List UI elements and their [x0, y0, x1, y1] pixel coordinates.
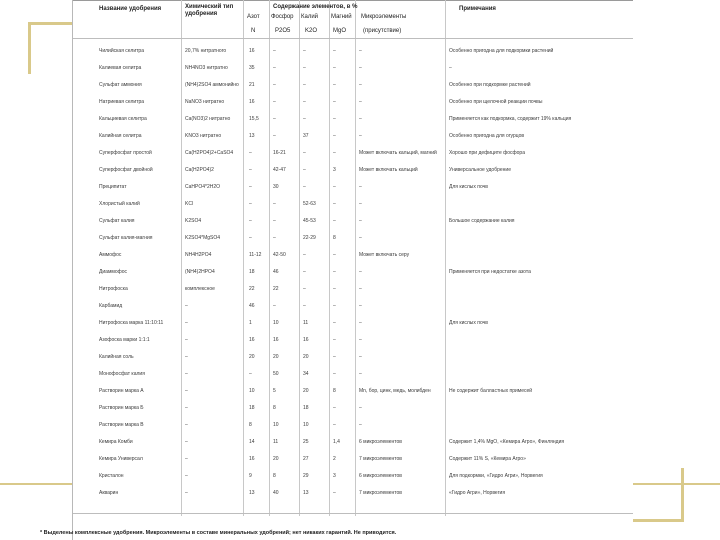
table-cell-chem: 20,7% нитратного: [185, 48, 227, 54]
corner-decoration: [681, 468, 684, 522]
table-cell-chem: (NH4)2HPO4: [185, 269, 215, 275]
table-cell-micro: –: [359, 303, 362, 309]
table-cell-n: 16: [249, 456, 255, 462]
table-cell-note: «Гидро Агри», Норвегия: [449, 490, 506, 496]
table-cell-k: 10: [303, 422, 309, 428]
table-cell-p: 30: [273, 184, 279, 190]
symbol-k: K2O: [305, 28, 318, 34]
table-cell-k: –: [303, 167, 306, 173]
table-cell-name: Диаммофос: [99, 269, 128, 275]
table-cell-name: Кемира Комби: [99, 439, 133, 445]
table-cell-n: –: [249, 235, 252, 241]
table-cell-k: –: [303, 150, 306, 156]
table-cell-name: Хлористый калий: [99, 201, 140, 207]
table-cell-p: –: [273, 116, 276, 122]
table-cell-name: Сульфат аммония: [99, 82, 142, 88]
table-cell-name: Кристалон: [99, 473, 124, 479]
table-cell-name: Аммофос: [99, 252, 122, 258]
table-cell-n: 16: [249, 48, 255, 54]
table-cell-mg: –: [333, 48, 336, 54]
table-cell-mg: –: [333, 303, 336, 309]
table-cell-mg: 8: [333, 388, 336, 394]
table-cell-mg: –: [333, 490, 336, 496]
table-cell-mg: 8: [333, 235, 336, 241]
table-cell-chem: (NH4)2SO4 аммонийно: [185, 82, 239, 88]
table-cell-k: 37: [303, 133, 309, 139]
table-cell-note: Для кислых почв: [449, 320, 488, 326]
table-cell-name: Кальциевая селитра: [99, 116, 147, 122]
table-cell-k: 29: [303, 473, 309, 479]
table-cell-mg: –: [333, 286, 336, 292]
table-cell-micro: –: [359, 65, 362, 71]
table-cell-k: –: [303, 303, 306, 309]
table-cell-n: 11-12: [249, 252, 262, 258]
table-cell-n: 8: [249, 422, 252, 428]
column-separator: [269, 0, 270, 516]
table-cell-chem: –: [185, 320, 188, 326]
table-cell-n: 14: [249, 439, 255, 445]
table-cell-p: 46: [273, 269, 279, 275]
table-cell-chem: –: [185, 473, 188, 479]
table-cell-mg: 1,4: [333, 439, 340, 445]
table-cell-chem: комплексное: [185, 286, 215, 292]
table-cell-name: Суперфосфат двойной: [99, 167, 153, 173]
table-border: [73, 0, 633, 1]
table-cell-chem: NaNO3 нитратно: [185, 99, 225, 105]
table-cell-k: 34: [303, 371, 309, 377]
table-cell-name: Нитрофоска марка 11:10:11: [99, 320, 164, 326]
table-cell-chem: NH4NO3 нитратно: [185, 65, 228, 71]
table-cell-chem: –: [185, 456, 188, 462]
header-phosphorus: Фосфор: [271, 14, 294, 20]
table-cell-note: Особенно при щелочной реакции почвы: [449, 99, 543, 105]
table-cell-micro: –: [359, 133, 362, 139]
table-cell-mg: –: [333, 150, 336, 156]
table-cell-micro: –: [359, 201, 362, 207]
symbol-n: N: [251, 28, 256, 34]
header-notes: Примечания: [459, 6, 496, 12]
table-cell-chem: –: [185, 371, 188, 377]
table-cell-n: –: [249, 167, 252, 173]
table-cell-name: Карбамид: [99, 303, 123, 309]
table-cell-k: –: [303, 82, 306, 88]
table-cell-n: 13: [249, 133, 255, 139]
table-cell-note: Для кислых почв: [449, 184, 488, 190]
table-cell-p: –: [273, 201, 276, 207]
table-cell-name: Кемира Универсал: [99, 456, 143, 462]
table-cell-p: 5: [273, 388, 276, 394]
table-cell-note: Особенно при подкормке растений: [449, 82, 531, 88]
table-cell-k: 11: [303, 320, 309, 326]
table-cell-mg: –: [333, 133, 336, 139]
table-cell-micro: –: [359, 99, 362, 105]
table-cell-p: 10: [273, 422, 279, 428]
table-cell-name: Калийная соль: [99, 354, 134, 360]
table-cell-mg: –: [333, 99, 336, 105]
header-potassium: Калий: [301, 14, 319, 20]
table-cell-chem: –: [185, 490, 188, 496]
table-cell-p: 10: [273, 320, 279, 326]
table-cell-name: Монофосфат калия: [99, 371, 145, 377]
table-cell-p: 42-47: [273, 167, 286, 173]
table-cell-p: 8: [273, 405, 276, 411]
table-cell-k: –: [303, 252, 306, 258]
table-cell-micro: 6 микроэлементов: [359, 473, 402, 479]
table-cell-p: 20: [273, 456, 279, 462]
table-cell-p: –: [273, 133, 276, 139]
table-cell-micro: –: [359, 354, 362, 360]
table-cell-p: 40: [273, 490, 279, 496]
table-cell-k: 45-53: [303, 218, 316, 224]
table-cell-p: 22: [273, 286, 279, 292]
table-cell-k: 52-63: [303, 201, 316, 207]
table-cell-note: Применяется при недостатке азота: [449, 269, 531, 275]
table-cell-k: 22-29: [303, 235, 316, 241]
table-cell-p: 50: [273, 371, 279, 377]
table-cell-chem: KNO3 нитратно: [185, 133, 222, 139]
table-cell-micro: Может включать кальций, магний: [359, 150, 437, 156]
table-cell-mg: –: [333, 218, 336, 224]
table-cell-p: 20: [273, 354, 279, 360]
table-cell-micro: –: [359, 269, 362, 275]
table-cell-mg: –: [333, 184, 336, 190]
table-cell-chem: Ca(H2PO4)2+CaSO4: [185, 150, 234, 156]
table-cell-p: –: [273, 65, 276, 71]
corner-decoration: [28, 22, 31, 74]
header-content-title: Содержание элементов, в %: [273, 4, 358, 10]
table-cell-chem: –: [185, 303, 188, 309]
table-cell-chem: –: [185, 337, 188, 343]
table-cell-name: Акварин: [99, 490, 119, 496]
table-cell-p: 8: [273, 473, 276, 479]
table-cell-k: 27: [303, 456, 309, 462]
table-cell-chem: NH4H2PO4: [185, 252, 212, 258]
footnote: * Выделены комплексные удобрения. Микроэлементы в составе минеральных удобрений; нет никаких гарантий. Не приводится.: [40, 530, 397, 536]
table-bottom-border: [73, 513, 633, 514]
column-separator: [243, 0, 244, 516]
table-cell-k: –: [303, 269, 306, 275]
table-cell-note: Универсальное удобрение: [449, 167, 511, 173]
table-cell-name: Натриевая селитра: [99, 99, 145, 105]
table-cell-n: 20: [249, 354, 255, 360]
table-cell-n: –: [249, 371, 252, 377]
table-cell-name: Суперфосфат простой: [99, 150, 152, 156]
table-cell-micro: Может включать кальций: [359, 167, 418, 173]
header-fertilizer-name: Название удобрения: [99, 6, 162, 12]
table-cell-note: Особенно пригодна для огурцов: [449, 133, 525, 139]
table-cell-note: Особенно пригодна для подкормки растений: [449, 48, 554, 54]
header-magnesium: Магний: [331, 14, 352, 20]
table-cell-chem: Ca(H2PO4)2: [185, 167, 214, 173]
table-cell-name: Сульфат калия: [99, 218, 135, 224]
table-cell-mg: –: [333, 65, 336, 71]
table-cell-n: –: [249, 150, 252, 156]
column-separator: [181, 0, 182, 516]
table-cell-n: 15,5: [249, 116, 259, 122]
table-cell-mg: –: [333, 201, 336, 207]
table-cell-k: 20: [303, 388, 309, 394]
table-cell-mg: –: [333, 405, 336, 411]
header-nitrogen: Азот: [247, 14, 260, 20]
symbol-micro: (присутствие): [363, 28, 402, 34]
table-cell-name: Растворин марка Б: [99, 405, 144, 411]
table-cell-note: Не содержит балластных примесей: [449, 388, 533, 394]
table-cell-chem: –: [185, 388, 188, 394]
table-cell-k: –: [303, 184, 306, 190]
table-cell-mg: –: [333, 354, 336, 360]
table-cell-k: –: [303, 99, 306, 105]
column-separator: [329, 0, 330, 516]
table-cell-micro: –: [359, 320, 362, 326]
table-cell-micro: –: [359, 82, 362, 88]
table-cell-micro: –: [359, 218, 362, 224]
table-cell-name: Сульфат калия-магния: [99, 235, 153, 241]
table-cell-n: 9: [249, 473, 252, 479]
table-cell-name: Калийная селитра: [99, 133, 142, 139]
header-microelements: Микроэлементы: [361, 14, 407, 20]
table-cell-name: Азофоска марки 1:1:1: [99, 337, 150, 343]
table-cell-mg: –: [333, 422, 336, 428]
header-divider: [73, 38, 633, 39]
table-cell-micro: –: [359, 48, 362, 54]
table-cell-mg: –: [333, 320, 336, 326]
table-cell-mg: 2: [333, 456, 336, 462]
table-cell-p: 11: [273, 439, 279, 445]
table-cell-micro: 7 микроэлементов: [359, 490, 402, 496]
table-cell-n: –: [249, 184, 252, 190]
column-separator: [445, 0, 446, 516]
table-cell-n: 18: [249, 405, 255, 411]
table-cell-micro: –: [359, 371, 362, 377]
table-cell-p: –: [273, 303, 276, 309]
table-cell-k: 16: [303, 337, 309, 343]
table-cell-note: Хорошо при дефиците фосфора: [449, 150, 525, 156]
table-cell-micro: Мn, бор, цинк, медь, молибден: [359, 388, 431, 394]
table-cell-p: 16: [273, 337, 279, 343]
table-cell-name: Нитрофоска: [99, 286, 128, 292]
table-cell-note: Для подкормки, «Гидро Агри», Норвегия: [449, 473, 543, 479]
table-cell-chem: CaHPO4*2H2O: [185, 184, 221, 190]
column-separator: [355, 0, 356, 516]
table-cell-p: –: [273, 235, 276, 241]
table-cell-mg: –: [333, 337, 336, 343]
table-cell-chem: K2SO4*MgSO4: [185, 235, 221, 241]
table-cell-micro: –: [359, 286, 362, 292]
table-cell-name: Чилийская селитра: [99, 48, 144, 54]
table-cell-mg: 3: [333, 473, 336, 479]
table-cell-k: –: [303, 286, 306, 292]
table-cell-n: 22: [249, 286, 255, 292]
table-cell-note: –: [449, 65, 452, 71]
table-cell-n: 16: [249, 99, 255, 105]
table-cell-chem: –: [185, 354, 188, 360]
column-separator: [299, 0, 300, 516]
table-cell-n: 35: [249, 65, 255, 71]
fertilizer-table: [72, 0, 633, 540]
table-cell-name: Растворин марка В: [99, 422, 144, 428]
table-cell-chem: –: [185, 439, 188, 445]
table-cell-chem: KCl: [185, 201, 194, 207]
table-cell-micro: –: [359, 337, 362, 343]
table-cell-p: –: [273, 99, 276, 105]
table-cell-k: –: [303, 116, 306, 122]
table-cell-mg: –: [333, 269, 336, 275]
table-cell-n: –: [249, 218, 252, 224]
table-cell-p: –: [273, 82, 276, 88]
table-cell-k: –: [303, 65, 306, 71]
table-cell-name: Калиевая селитра: [99, 65, 142, 71]
table-cell-chem: K2SO4: [185, 218, 202, 224]
table-cell-micro: –: [359, 116, 362, 122]
table-cell-n: 18: [249, 269, 255, 275]
table-cell-k: 18: [303, 405, 309, 411]
table-cell-k: 25: [303, 439, 309, 445]
header-chemical-type: Химический тип удобрения: [185, 4, 234, 17]
table-cell-micro: –: [359, 405, 362, 411]
table-cell-k: 13: [303, 490, 309, 496]
table-cell-mg: –: [333, 82, 336, 88]
symbol-p: P2O5: [275, 28, 291, 34]
table-cell-mg: 3: [333, 167, 336, 173]
table-cell-n: 16: [249, 337, 255, 343]
symbol-mg: MgO: [333, 28, 347, 34]
table-cell-name: Преципитат: [99, 184, 127, 190]
table-cell-note: Большое содержание калия: [449, 218, 515, 224]
table-cell-k: 20: [303, 354, 309, 360]
table-cell-n: 13: [249, 490, 255, 496]
table-cell-p: –: [273, 218, 276, 224]
table-cell-micro: –: [359, 422, 362, 428]
table-cell-chem: Ca(NO3)2 нитратно: [185, 116, 231, 122]
table-cell-micro: 7 микроэлементов: [359, 456, 402, 462]
table-cell-p: 42-50: [273, 252, 286, 258]
table-cell-micro: –: [359, 235, 362, 241]
corner-decoration: [630, 519, 684, 522]
table-cell-mg: –: [333, 252, 336, 258]
table-cell-name: Растворин марка А: [99, 388, 144, 394]
table-cell-p: 16-21: [273, 150, 286, 156]
table-cell-n: 1: [249, 320, 252, 326]
table-cell-n: 10: [249, 388, 255, 394]
table-cell-chem: –: [185, 422, 188, 428]
table-cell-mg: –: [333, 371, 336, 377]
table-cell-micro: –: [359, 184, 362, 190]
table-cell-micro: Может включать серу: [359, 252, 410, 258]
table-cell-chem: –: [185, 405, 188, 411]
table-cell-n: 21: [249, 82, 255, 88]
table-cell-p: –: [273, 48, 276, 54]
table-cell-note: Содержит 1,4% MgO, «Кемира Агро», Финляндия: [449, 439, 565, 445]
table-cell-mg: –: [333, 116, 336, 122]
table-cell-note: Содержит 11% S, «Кемира Агро»: [449, 456, 526, 462]
table-cell-micro: 6 микроэлементов: [359, 439, 402, 445]
table-cell-n: –: [249, 201, 252, 207]
table-cell-k: –: [303, 48, 306, 54]
table-cell-note: Применяется как подкормка, содержит 19% кальция: [449, 116, 572, 122]
table-cell-n: 46: [249, 303, 255, 309]
